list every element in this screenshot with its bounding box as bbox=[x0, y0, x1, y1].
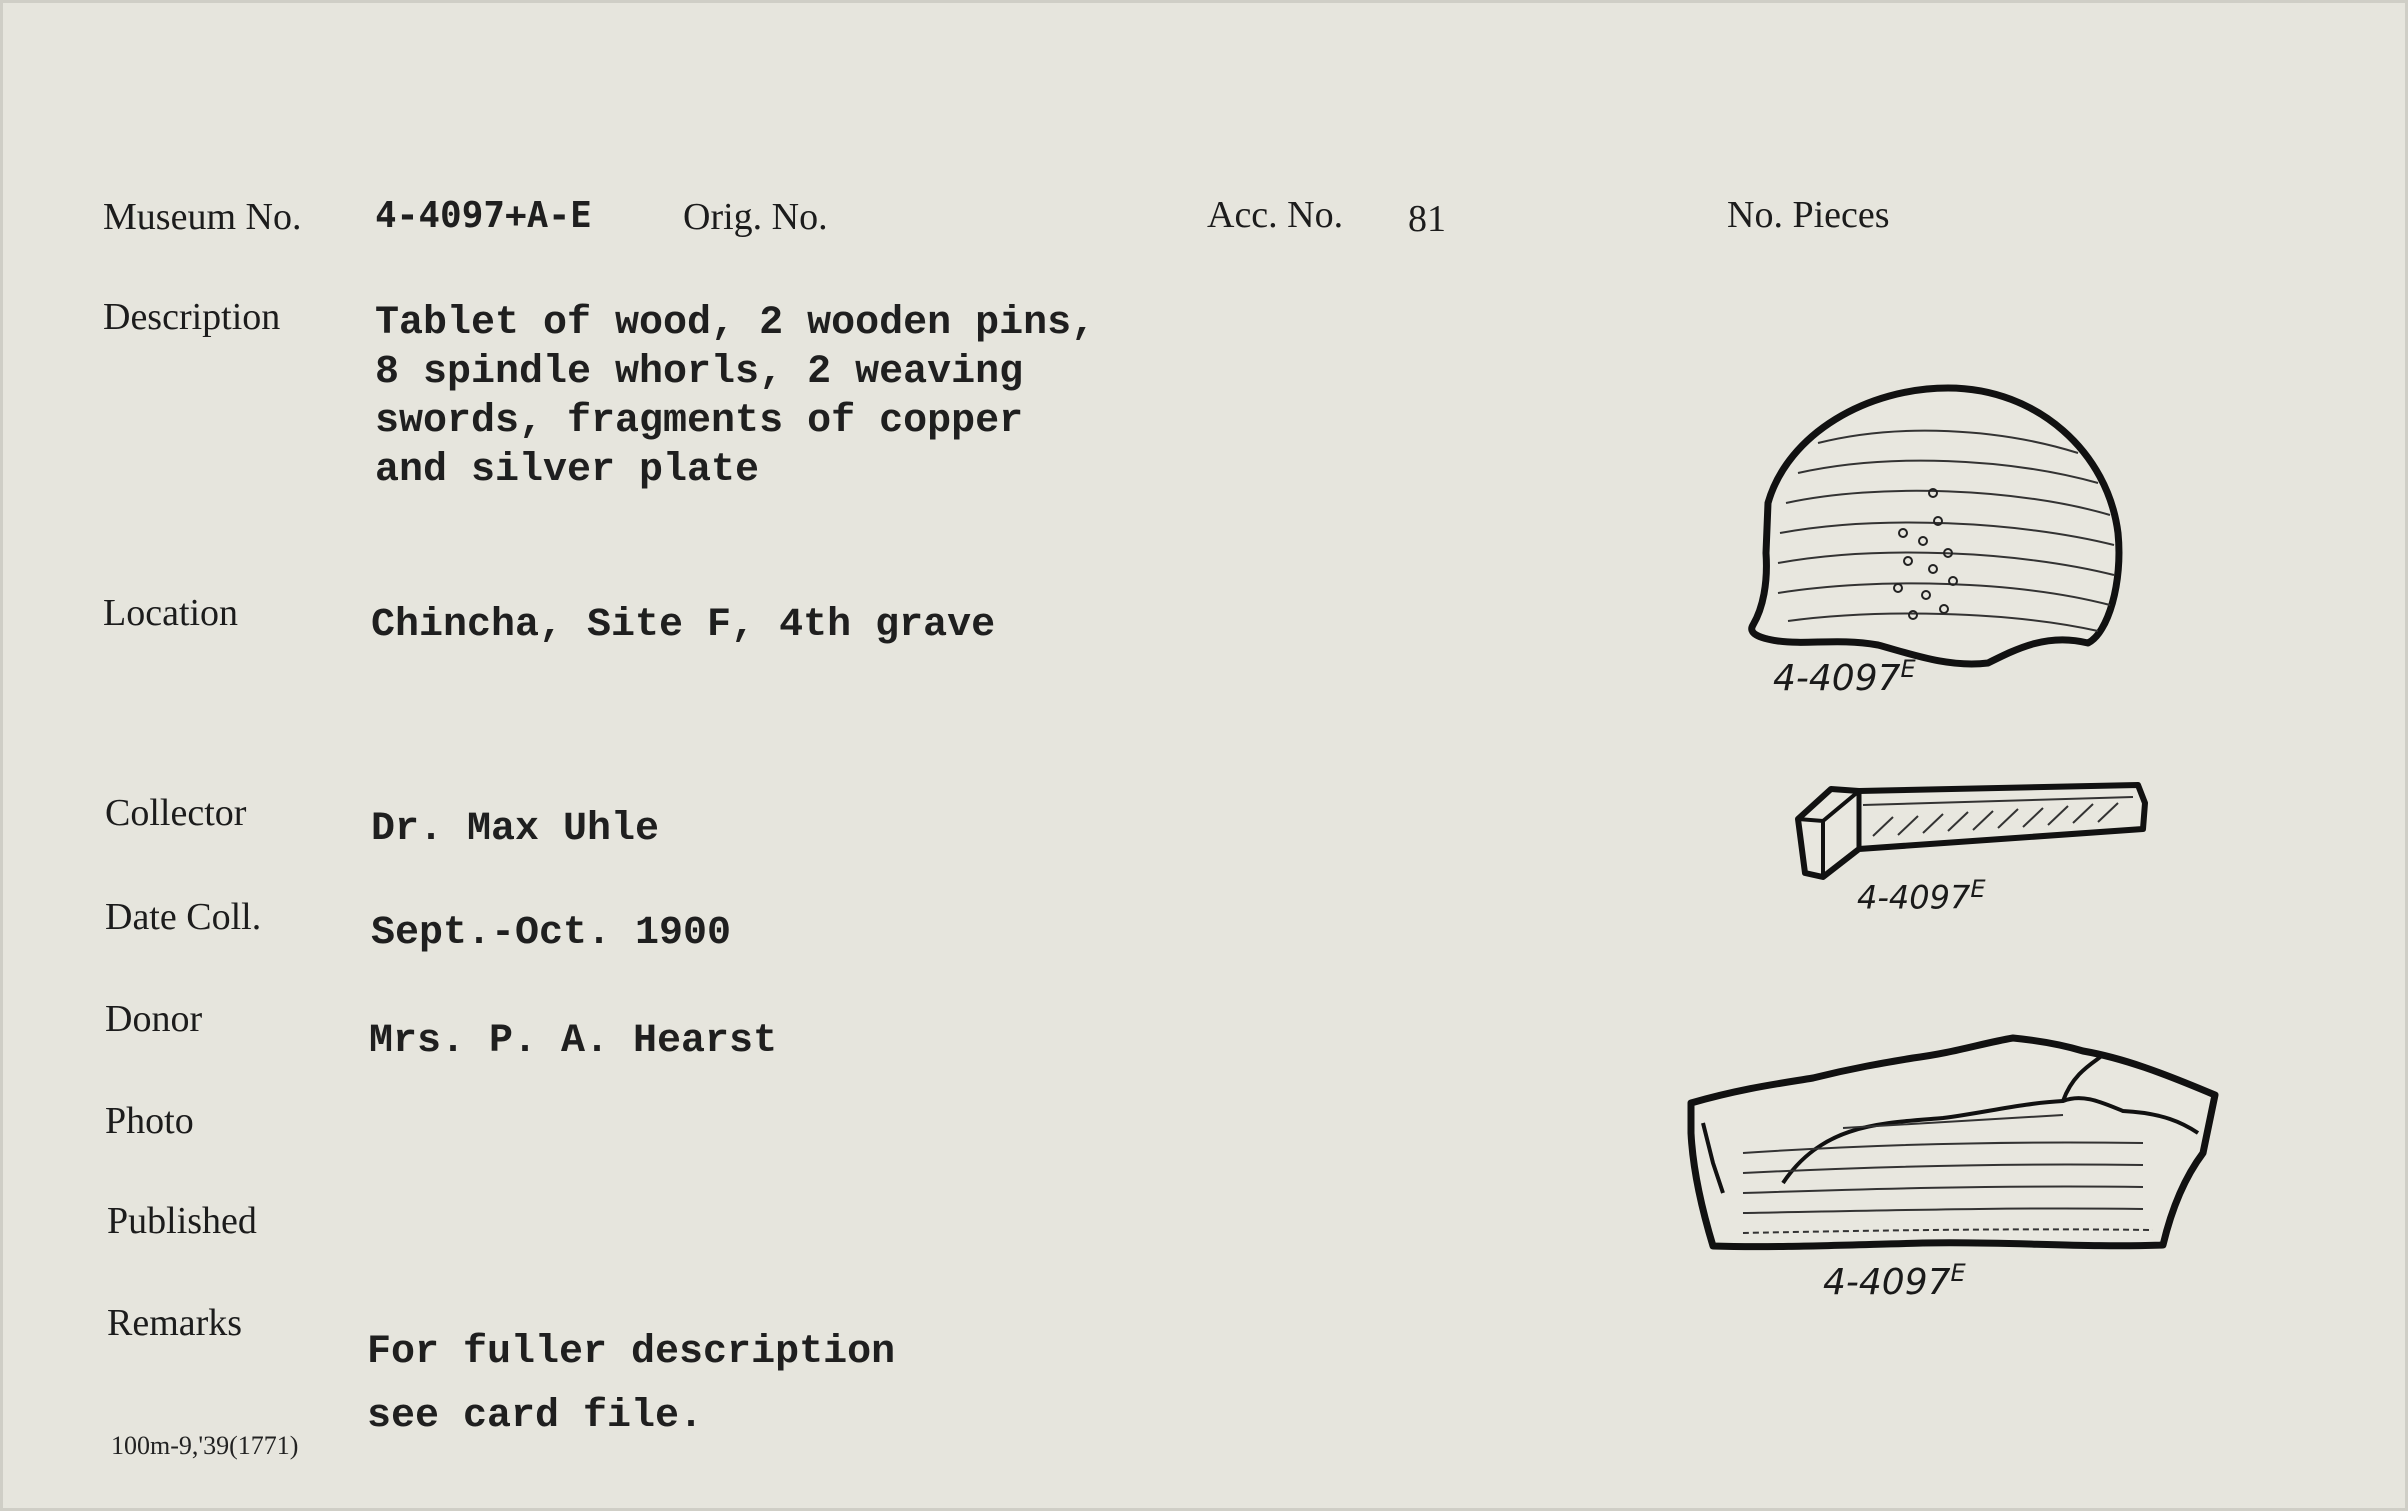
description-line: swords, fragments of copper bbox=[375, 399, 1024, 444]
no-pieces-label: No. Pieces bbox=[1727, 194, 1890, 236]
weaving-sword-sketch-label: $4-4097^E$ bbox=[1823, 1259, 1966, 1303]
form-number: 100m-9,'39(1771) bbox=[111, 1431, 299, 1460]
weaving-sword-sketch bbox=[1683, 1033, 2223, 1263]
description-line: Tablet of wood, 2 wooden pins, bbox=[375, 301, 1096, 346]
published-label: Published bbox=[107, 1200, 257, 1242]
remarks-label: Remarks bbox=[107, 1302, 243, 1344]
donor-value: Mrs. P. A. Hearst bbox=[369, 1019, 778, 1064]
remarks-line: see card file. bbox=[367, 1394, 704, 1439]
orig-no-label: Orig. No. bbox=[683, 196, 828, 238]
description-text bbox=[375, 299, 1095, 495]
museum-no-value: 4-4097+A-E bbox=[375, 195, 592, 236]
photo-label: Photo bbox=[105, 1100, 194, 1142]
description-label: Description bbox=[103, 296, 281, 338]
acc-no-value: 81 bbox=[1408, 198, 1446, 240]
remarks-text bbox=[367, 1321, 895, 1449]
location-value: Chincha, Site F, 4th grave bbox=[371, 603, 996, 648]
donor-label: Donor bbox=[105, 998, 203, 1040]
date-coll-value: Sept.-Oct. 1900 bbox=[371, 911, 732, 956]
wooden-pin-sketch-label: $4-4097^E$ bbox=[1857, 875, 1986, 917]
location-label: Location bbox=[103, 592, 239, 634]
collector-label: Collector bbox=[105, 792, 247, 834]
tablet-sketch bbox=[1748, 383, 2128, 673]
description-line: and silver plate bbox=[375, 448, 760, 493]
description-line: 8 spindle whorls, 2 weaving bbox=[375, 350, 1024, 395]
collector-value: Dr. Max Uhle bbox=[371, 807, 660, 852]
acc-no-label: Acc. No. bbox=[1207, 194, 1344, 236]
museum-no-label: Museum No. bbox=[103, 196, 302, 238]
tablet-sketch-label: $4-4097^E$ bbox=[1773, 655, 1916, 699]
date-coll-label: Date Coll. bbox=[105, 896, 262, 938]
remarks-line: For fuller description bbox=[367, 1330, 896, 1375]
